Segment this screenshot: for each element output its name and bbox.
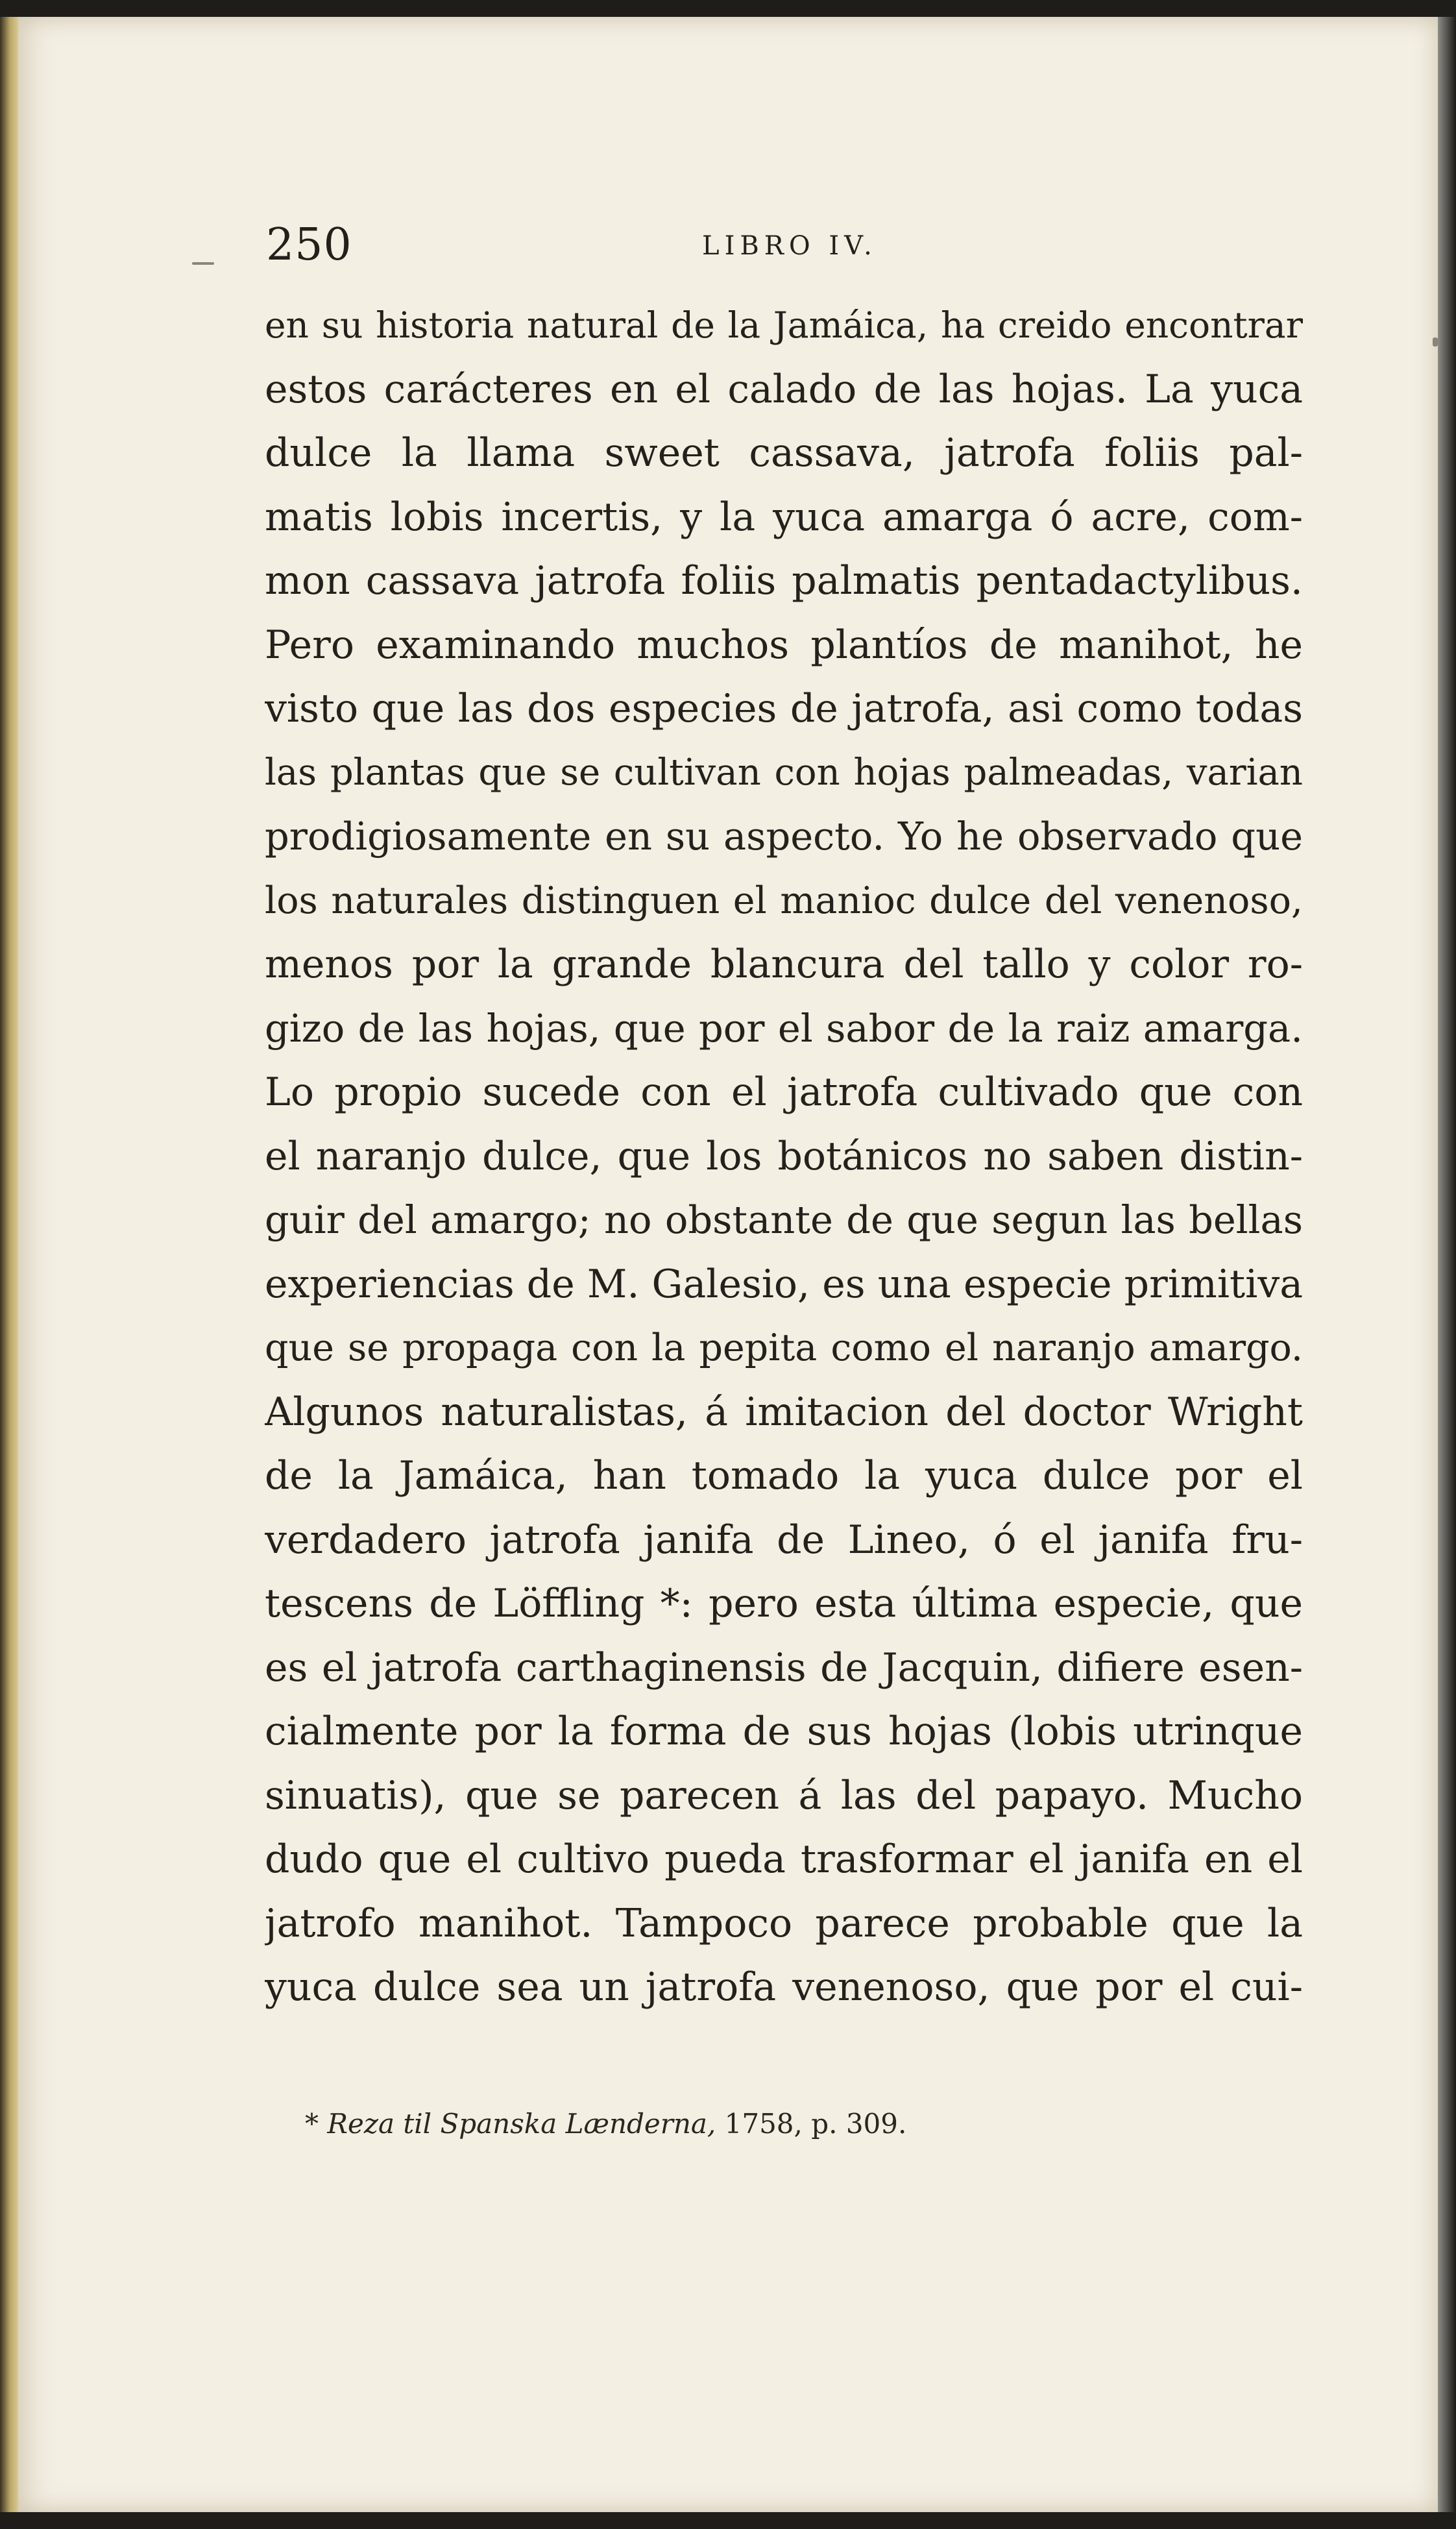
text-line: que se propaga con la pepita como el naranjo amargo. [265, 1326, 1303, 1369]
footnote-title: Reza til Spanska Lænderna, [327, 2108, 716, 2140]
text-line: es el jatrofa carthaginensis de Jacquin, difiere esen- [265, 1644, 1303, 1691]
text-line: de la Jamáica, han tomado la yuca dulce por el [265, 1453, 1303, 1498]
text-line: visto que las dos especies de jatrofa, asi como todas [265, 686, 1303, 731]
text-line: guir del amargo; no obstante de que segun las bellas [265, 1197, 1303, 1242]
body-text [265, 293, 1303, 2020]
text-line: yuca dulce sea un jatrofa venenoso, que por el cui- [265, 1964, 1303, 2010]
text-line: el naranjo dulce, que los botánicos no saben distin- [265, 1133, 1303, 1179]
text-line: Lo propio sucede con el jatrofa cultivado que con [265, 1069, 1303, 1115]
footnote-marker: * [305, 2108, 319, 2140]
text-line: matis lobis incertis, y la yuca amarga ó acre, com- [265, 494, 1303, 540]
page-number: 250 [266, 219, 352, 271]
text-line: jatrofo manihot. Tampoco parece probable que la [265, 1900, 1303, 1946]
text-line: en su historia natural de la Jamáica, ha creido encontrar [265, 304, 1303, 346]
text-line: estos carácteres en el calado de las hojas. La yuca [265, 366, 1303, 412]
page-header [266, 219, 1304, 271]
margin-dot-mark [1433, 337, 1438, 347]
book-fore-edge [1438, 17, 1456, 2512]
text-line: gizo de las hojas, que por el sabor de la raiz amarga. [265, 1005, 1303, 1051]
text-line: menos por la grande blancura del tallo y color ro- [265, 942, 1303, 987]
footnote [305, 2108, 906, 2140]
running-head: LIBRO IV. [702, 231, 877, 261]
book-gutter-edge [0, 17, 18, 2512]
text-line: experiencias de M. Galesio, es una especie primitiva [265, 1261, 1303, 1307]
text-line: sinuatis), que se parecen á las del papayo. Mucho [265, 1772, 1303, 1818]
margin-dash-mark [192, 262, 214, 265]
text-line: Algunos naturalistas, á imitacion del doctor Wright [265, 1389, 1303, 1435]
text-line: Pero examinando muchos plantíos de manihot, he [265, 622, 1303, 668]
text-line: tescens de Löffling *: pero esta última especie, que [265, 1581, 1303, 1626]
text-line: las plantas que se cultivan con hojas palmeadas, varian [265, 751, 1303, 794]
text-line: mon cassava jatrofa foliis palmatis pentadactylibus. [265, 558, 1303, 604]
text-line: prodigiosamente en su aspecto. Yo he observado que [265, 814, 1303, 859]
text-line: dudo que el cultivo pueda trasformar el janifa en el [265, 1837, 1303, 1882]
text-line: verdadero jatrofa janifa de Lineo, ó el janifa fru- [265, 1517, 1303, 1563]
footnote-reference: 1758, p. 309. [724, 2108, 907, 2140]
text-line: los naturales distinguen el manioc dulce del venenoso, [265, 879, 1303, 922]
text-line: cialmente por la forma de sus hojas (lobis utrinque [265, 1709, 1303, 1754]
text-line: dulce la llama sweet cassava, jatrofa foliis pal- [265, 430, 1303, 476]
